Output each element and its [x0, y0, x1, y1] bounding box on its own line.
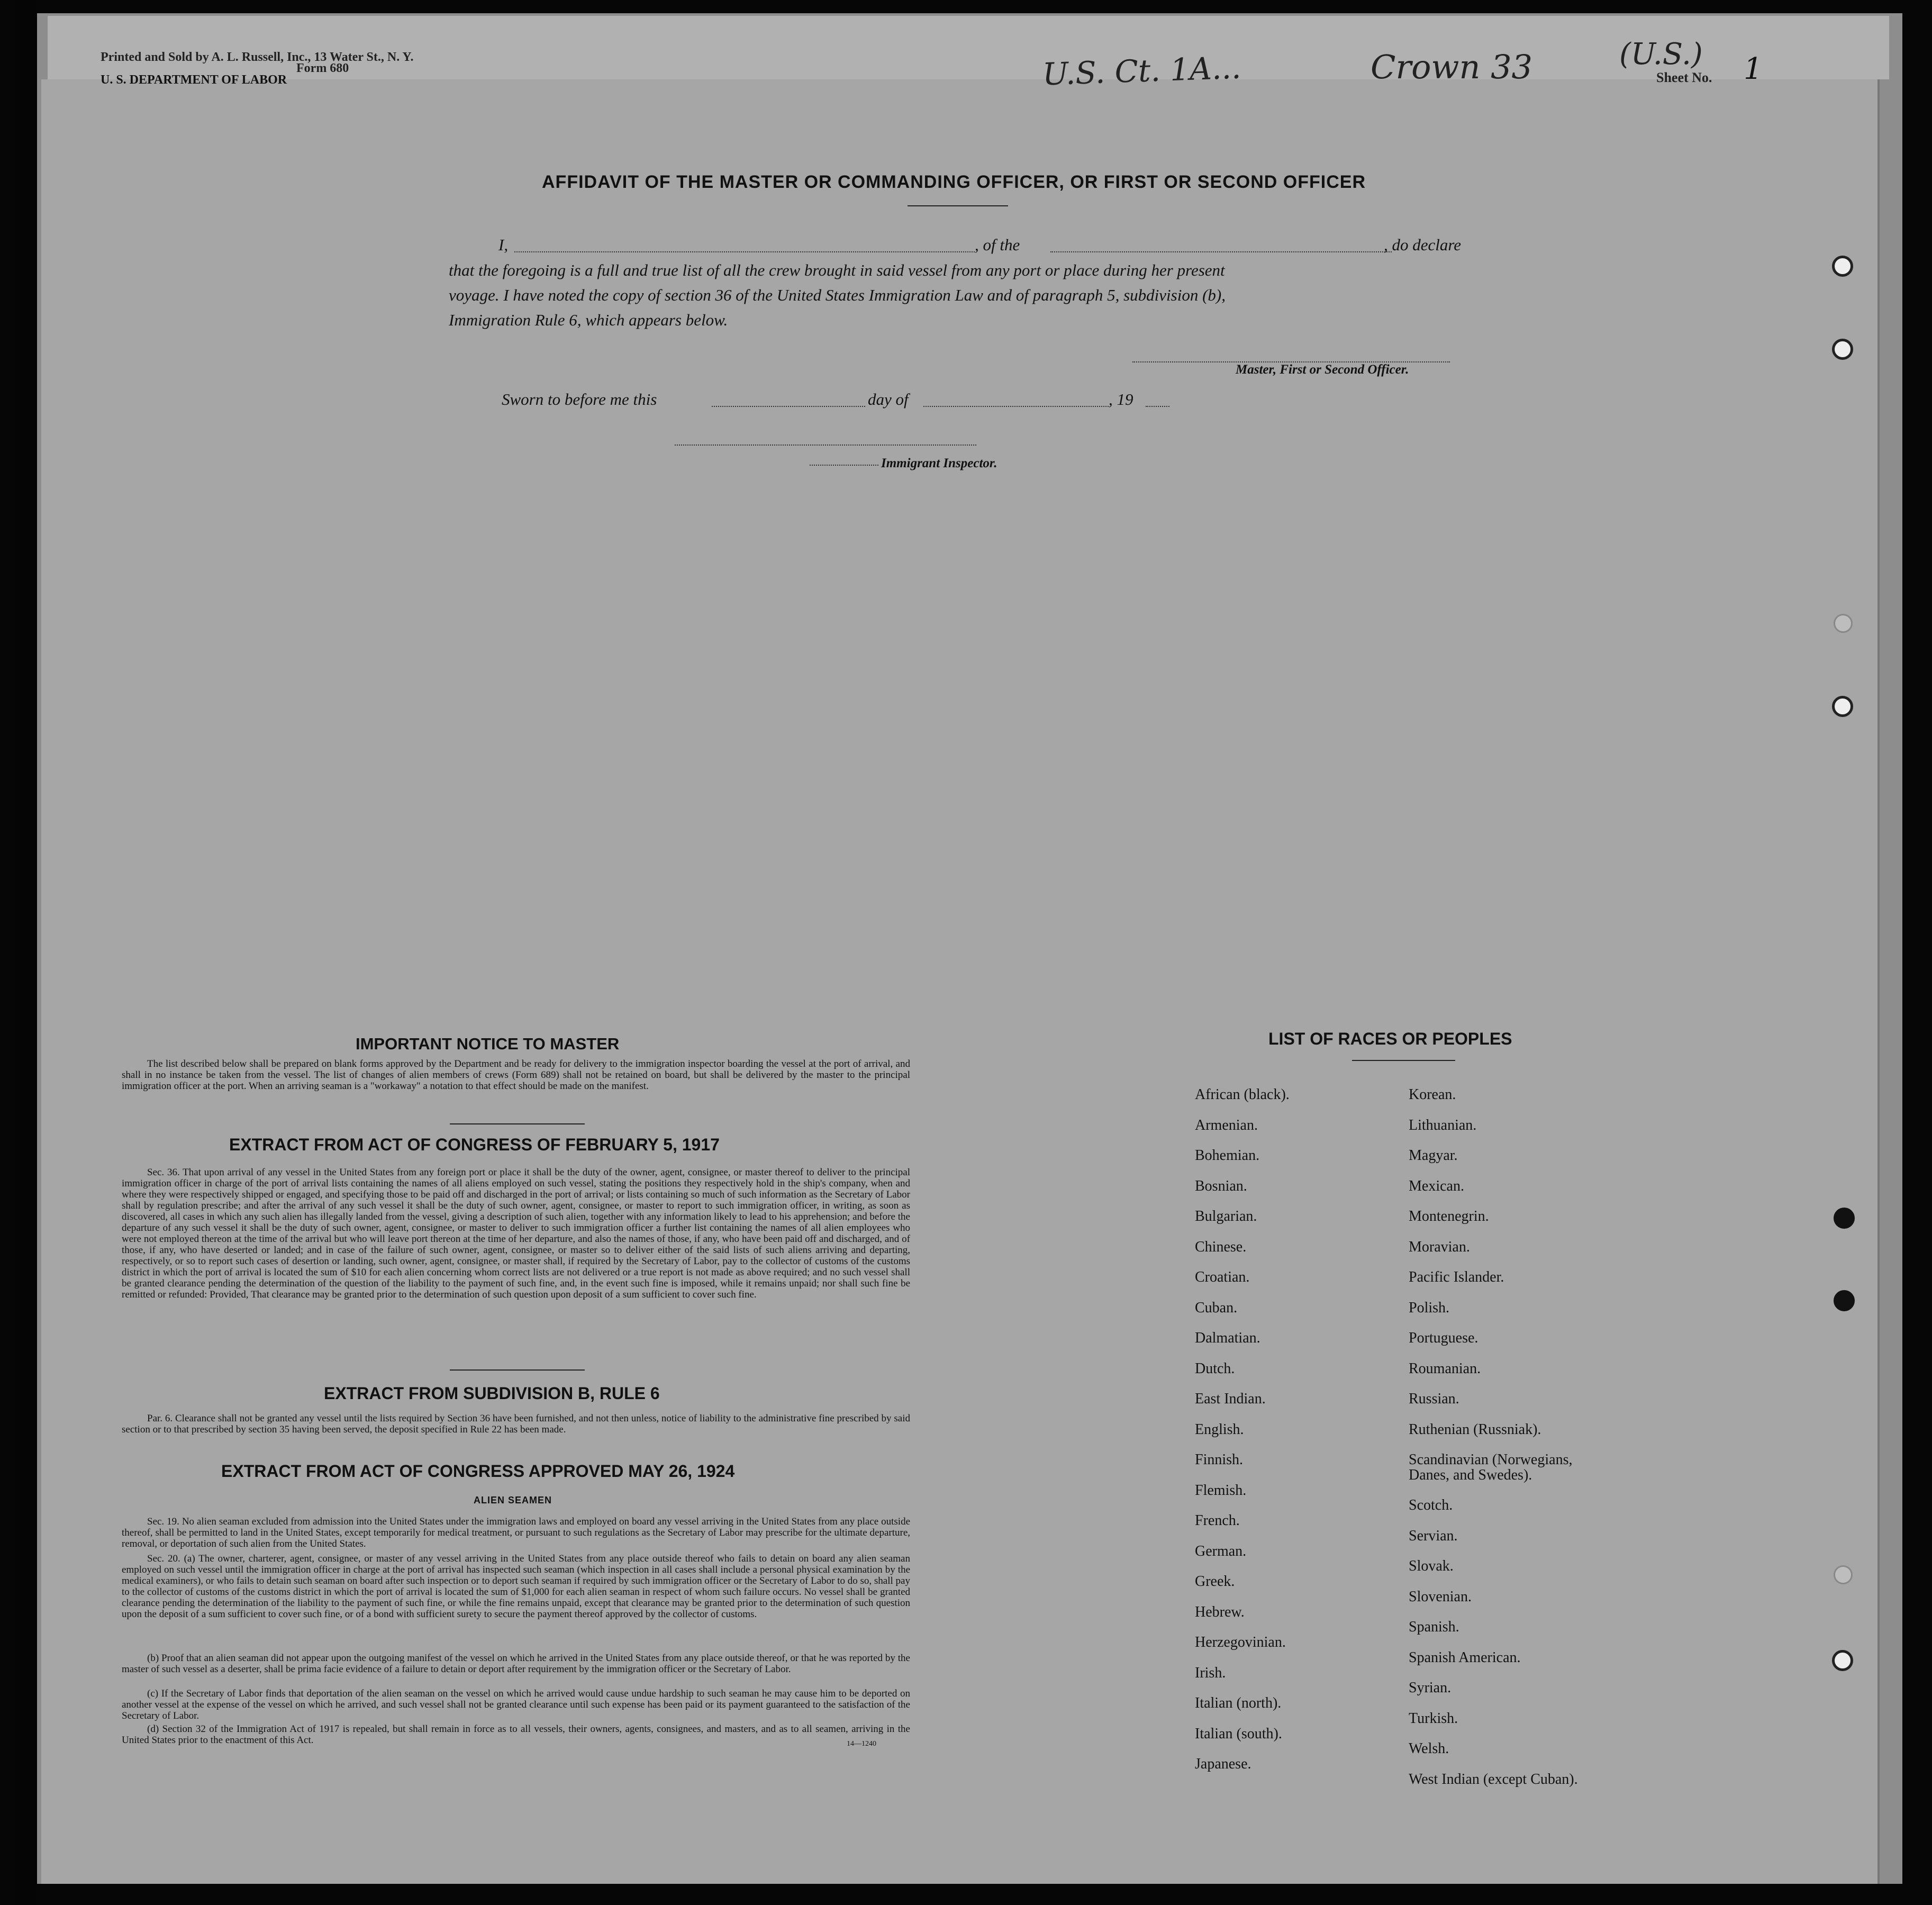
race-item: Roumanian. [1409, 1360, 1481, 1377]
affidavit-i: I, [498, 235, 509, 254]
race-item: Welsh. [1409, 1740, 1449, 1757]
sworn-text: Sworn to before me this [502, 390, 657, 409]
sheet-label: Sheet No. [1656, 70, 1712, 85]
race-item: English. [1195, 1421, 1244, 1438]
race-item: Syrian. [1409, 1680, 1452, 1696]
races-left-column [1195, 1080, 1290, 1780]
inspector-label: Immigrant Inspector. [881, 456, 997, 470]
race-item: Portuguese. [1409, 1330, 1479, 1346]
race-item: Servian. [1409, 1527, 1458, 1544]
race-item: Armenian. [1195, 1117, 1258, 1133]
race-item: Slovak. [1409, 1558, 1454, 1574]
sworn-year: , 19 [1109, 390, 1133, 409]
race-item: Korean. [1409, 1086, 1456, 1103]
race-item: Greek. [1195, 1573, 1235, 1590]
department-label: U. S. DEPARTMENT OF LABOR [101, 73, 287, 87]
race-item: Chinese. [1195, 1238, 1247, 1255]
race-item: Italian (north). [1195, 1695, 1282, 1711]
race-item: Pacific Islander. [1409, 1269, 1504, 1285]
notice-rule [450, 1123, 585, 1124]
handwritten-note-right: Crown 33 [1371, 48, 1533, 86]
race-item: Moravian. [1409, 1238, 1470, 1255]
sworn-month-blank [923, 406, 1109, 407]
extract-1917-body: Sec. 36. That upon arrival of any vessel in the United States from any foreign port or place it shall be the duty of the owner, agent, consignee, or master thereof to deliver to the principal immigration officer in charge of the port of arrival lists containing the names of all aliens employed on such vessel, stating the positions they respectively hold in the ship's company, when and where they were respectively shipped or engaged, and specifying those to be paid off and discharged in the port of arrival; or lists containing so much of such information as the Secretary of Labor shall by regulation prescribe; and after the arrival of any such vessel it shall be the duty of such owner, agent, consignee, or master to report to such immigration officer, in writing, as soon as discovered, all cases in which any such alien has illegally landed from the vessel, giving a description of such alien, together with any information likely to lead to his apprehension; and before the departure of any such vessel it shall be the duty of such owner, agent, consignee, or master to deliver to such immigration officer a further list containing the names of all alien employees who were not employed thereon at the time of the arrival but who will leave port thereon at the time of her departure, and also the names of those, if any, who have been paid off and discharged, and of those, if any, who have deserted or landed; and in case of the failure of such owner, agent, consignee, or master so to deliver either of the said lists of such aliens arriving and departing, respectively, or so to report such cases of desertion or landing, such owner, agent, consignee, or master shall, if required by the Secretary of Labor, pay to the collector of customs of the customs district in which the port of arrival is located the sum of $10 for each alien concerning whom correct lists are not delivered or a true report is not made as above required; and no such vessel shall be granted clearance pending the determination of the question of the liability to the payment of such fine, and, in the event such fine is imposed, while it remains unpaid; nor shall such fine be remitted or refunded: Provided, That clearance may be granted prior to the determination of such question upon deposit of a sum sufficient to cover such fine. [122, 1167, 910, 1300]
race-item: Spanish American. [1409, 1649, 1521, 1666]
affidavit-line-4: Immigration Rule 6, which appears below. [449, 311, 728, 329]
notice-title: IMPORTANT NOTICE TO MASTER [356, 1035, 620, 1053]
title-rule [908, 205, 1008, 206]
form-code: 14—1240 [847, 1740, 876, 1748]
punch-hole-icon [1834, 1290, 1855, 1311]
race-item: Montenegrin. [1409, 1208, 1489, 1224]
race-item: Russian. [1409, 1391, 1459, 1407]
vessel-blank [1050, 251, 1392, 252]
sworn-day-blank [712, 406, 865, 407]
race-item: Bohemian. [1195, 1147, 1260, 1164]
race-item: Scandinavian (Norwegians, Danes, and Swedes). [1409, 1452, 1573, 1483]
notice-body: The list described below shall be prepared on blank forms approved by the Department and be ready for delivery to the immigration inspector boarding the vessel at the port of arrival, and shall in no instance be taken from the vessel. The list of changes of alien members of crews (Form 689) shall not be retained on board, but shall be delivered by the master to the principal immigration officer at the port. When an arriving seaman is a "workaway" a notation to that effect should be made on the manifest. [122, 1058, 910, 1092]
affidavit-line-2: that the foregoing is a full and true list of all the crew brought in said vessel from any port or place during her present [449, 261, 1225, 279]
race-item: Irish. [1195, 1664, 1226, 1681]
sworn-day-of: day of [868, 390, 909, 409]
punch-hole-icon [1832, 1650, 1853, 1671]
race-item: German. [1195, 1543, 1247, 1559]
extract-1917-rule [450, 1369, 585, 1371]
sec20b-text: (b) Proof that an alien seaman did not appear upon the outgoing manifest of the vessel on which he arrived in the United States from any place outside thereof, or that he was reported by the master of such vessel as a deserter, shall be prima facie evidence of a failure to detain or deport after requirement by the immigration officer or the Secretary of Labor. [122, 1653, 910, 1675]
extract-1917-title: EXTRACT FROM ACT OF CONGRESS OF FEBRUARY 5, 1917 [229, 1135, 720, 1154]
inspector-blank [675, 444, 976, 446]
races-right-column [1409, 1080, 1615, 1794]
races-rule [1352, 1060, 1455, 1061]
punch-hole-icon [1832, 256, 1853, 277]
punch-hole-icon [1834, 1565, 1853, 1584]
race-item: Dutch. [1195, 1360, 1235, 1377]
race-item: Polish. [1409, 1299, 1450, 1316]
film-edge [16, 0, 37, 1905]
race-item: Scotch. [1409, 1497, 1453, 1513]
race-item: Ruthenian (Russniak). [1409, 1421, 1541, 1438]
affidavit-line-3: voyage. I have noted the copy of section 36 of the United States Immigration Law and of paragraph 5, subdivision (b), [449, 286, 1226, 304]
race-item: Cuban. [1195, 1299, 1238, 1316]
handwritten-note-left: U.S. Ct. 1A... [1041, 49, 1242, 93]
race-item: Japanese. [1195, 1756, 1251, 1772]
race-item: Magyar. [1409, 1147, 1458, 1164]
handwritten-note-corner: (U.S.) [1619, 37, 1703, 71]
race-item: West Indian (except Cuban). [1409, 1771, 1578, 1788]
race-item: Italian (south). [1195, 1725, 1282, 1742]
rule6-title: EXTRACT FROM SUBDIVISION B, RULE 6 [324, 1384, 660, 1403]
races-title: LIST OF RACES OR PEOPLES [1268, 1029, 1512, 1048]
race-item: African (black). [1195, 1086, 1290, 1103]
sec20d-text: (d) Section 32 of the Immigration Act of 1917 is repealed, but shall remain in force as to all vessels, their owners, agents, consignees, and masters, and as to all seamen, arriving in the United States prior to the enactment of this Act. [122, 1723, 910, 1746]
race-item: Mexican. [1409, 1177, 1464, 1194]
printer-credit: Printed and Sold by A. L. Russell, Inc., 13 Water St., N. Y. [101, 50, 414, 64]
race-item: Finnish. [1195, 1452, 1244, 1468]
race-item: Bulgarian. [1195, 1208, 1257, 1224]
punch-hole-icon [1834, 1208, 1855, 1229]
sec20a-text: Sec. 20. (a) The owner, charterer, agent, consignee, or master of any vessel arriving in the United States from any place outside thereof who fails to detain on board any alien seaman employed on such vessel until the immigration officer in charge at the port of arrival has inspected such seaman (which inspection in all cases shall include a personal physical examination by the medical examiners), or who fails to detain such seaman on board after such inspection or to deport such seaman if required by such immigration officer or the Secretary of Labor to do so, shall pay to the collector of customs of the customs district in which the port of arrival is located the sum of $1,000 for each alien seaman in respect of whom such failure occurs. No vessel shall be granted clearance pending the determination of the liability to the payment of such fine, or while the fine remains unpaid, except that clearance may be granted prior to the determination of such question upon the deposit of a sum sufficient to cover such fine, or of a bond with sufficient surety to secure the payment thereof approved by the collector of customs. [122, 1553, 910, 1620]
affidavit-of-the: , of the [975, 235, 1020, 254]
race-item: Dalmatian. [1195, 1330, 1260, 1346]
alien-seamen-subtitle: ALIEN SEAMEN [474, 1495, 552, 1505]
affidavit-title: AFFIDAVIT OF THE MASTER OR COMMANDING OFFICER, OR FIRST OR SECOND OFFICER [542, 172, 1366, 192]
sec19-text: Sec. 19. No alien seaman excluded from admission into the United States under the immigration laws and employed on board any vessel arriving in the United States from any place outside thereof, shall be permitted to land in the United States, except temporarily for medical treatment, or pursuant to such regulations as the Secretary of Labor may prescribe for the ultimate departure, removal, or deportation of such alien from the United States. [122, 1516, 910, 1549]
race-item: Flemish. [1195, 1482, 1247, 1499]
race-item: East Indian. [1195, 1391, 1266, 1407]
sworn-year-blank [1146, 406, 1169, 407]
race-item: Hebrew. [1195, 1603, 1245, 1620]
race-item: Slovenian. [1409, 1588, 1472, 1605]
form-number: Form 680 [296, 61, 349, 75]
race-item: Turkish. [1409, 1710, 1458, 1727]
inspector-lead [810, 465, 878, 466]
signature-label: Master, First or Second Officer. [1236, 362, 1409, 377]
rule6-body: Par. 6. Clearance shall not be granted any vessel until the lists required by Section 36 have been furnished, and not then unless, notice of liability to the administrative fine prescribed by said section or to that prescribed by section 35 having been served, the deposit specified in Rule 22 has been made. [122, 1413, 910, 1435]
extract-1924-title: EXTRACT FROM ACT OF CONGRESS APPROVED MAY 26, 1924 [221, 1462, 735, 1481]
name-blank [514, 251, 975, 252]
punch-hole-icon [1834, 614, 1853, 633]
affidavit-declare: , do declare [1384, 235, 1462, 254]
race-item: French. [1195, 1512, 1240, 1529]
race-item: Spanish. [1409, 1619, 1459, 1635]
race-item: Bosnian. [1195, 1177, 1247, 1194]
sheet-number: 1 [1744, 52, 1763, 86]
sec20c-text: (c) If the Secretary of Labor finds that deportation of the alien seaman on the vessel on which he arrived would cause undue hardship to such seaman he may cause him to be deported on another vessel at the expense of the vessel on which he arrived, and such vessel shall not be granted clearance until such expense has been paid or its payment guaranteed to the satisfaction of the Secretary of Labor. [122, 1688, 910, 1721]
race-item: Herzegovinian. [1195, 1634, 1286, 1650]
race-item: Croatian. [1195, 1269, 1250, 1285]
race-item: Lithuanian. [1409, 1117, 1477, 1133]
punch-hole-icon [1832, 339, 1853, 360]
punch-hole-icon [1832, 696, 1853, 717]
